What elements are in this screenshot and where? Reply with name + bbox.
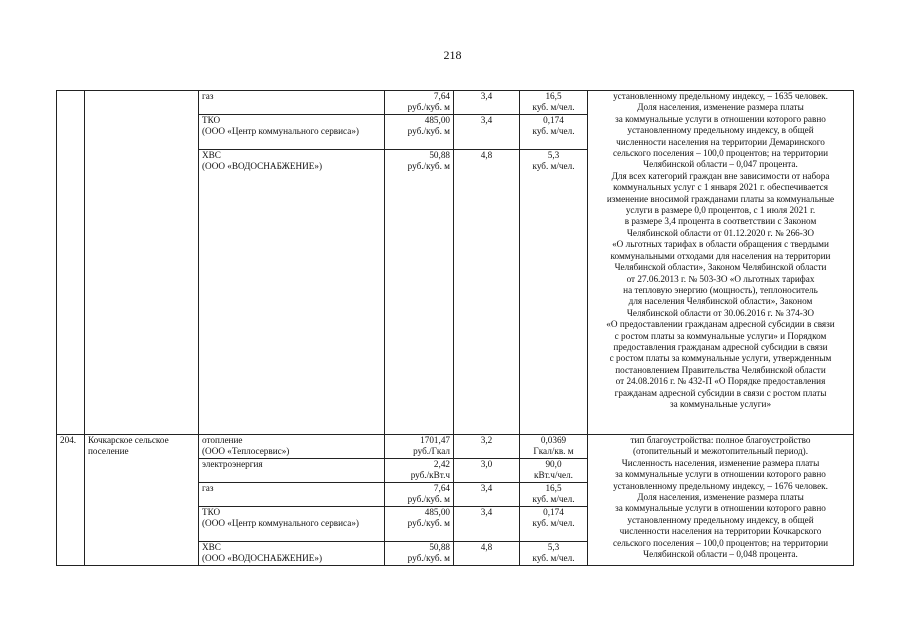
- row-number-cell: 204.: [57, 435, 85, 566]
- norm-cell: 16,5 куб. м/чел.: [520, 483, 588, 507]
- index-cell: 3,2: [454, 435, 520, 459]
- tariff-cell: 50,88 руб./куб. м: [385, 542, 454, 566]
- index-cell: 3,4: [454, 91, 520, 115]
- norm-cell: 0,174 куб. м/чел.: [520, 507, 588, 542]
- index-cell: 4,8: [454, 542, 520, 566]
- index-cell: 3,4: [454, 507, 520, 542]
- settlement-name-cell: [85, 91, 199, 435]
- service-name: электроэнергия: [199, 459, 385, 483]
- page-number: 218: [443, 48, 462, 62]
- table-row: [57, 435, 854, 459]
- norm-cell: 5,3 куб. м/чел.: [520, 150, 588, 435]
- index-cell: 3,4: [454, 483, 520, 507]
- table-row: [57, 91, 854, 115]
- tariff-cell: 485,00 руб./куб. м: [385, 507, 454, 542]
- tariff-table: [56, 90, 854, 566]
- description-cell: тип благоустройства: полное благоустройство (отопительный и межотопительный период). Численность населения, изменение размера платы за коммунальные услуги в отношении которого равно установленному предельному индексу, – 1676 человек. Доля населения, изменение размера платы за коммунальные услуги в отношении которого равно установленному предельному индексу, в общей численности населения на территории Кочкарского сельского поселения – 100,0 процентов; на территории Челябинской области – 0,048 процента.: [588, 435, 854, 566]
- norm-cell: 90,0 кВт.ч/чел.: [520, 459, 588, 483]
- index-cell: 3,4: [454, 115, 520, 150]
- tariff-cell: 1701,47 руб./Гкал: [385, 435, 454, 459]
- index-cell: 4,8: [454, 150, 520, 435]
- tariff-cell: 2,42 руб./кВт.ч: [385, 459, 454, 483]
- description-cell: установленному предельному индексу, – 1635 человек. Доля населения, изменение размера платы за коммунальные услуги в отношении которого равно установленному предельному индексу, в общей численности населения на территории Демаринского сельского поселения – 100,0 процентов; на территории Челябинской области – 0,047 процента. Для всех категорий граждан вне зависимости от набора коммунальных услуг с 1 января 2021 г. обеспечивается изменение вносимой гражданами платы за коммунальные услуги в размере 0,0 процентов, с 1 июля 2021 г. в размере 3,4 процента в соответствии с Законом Челябинской области от 01.12.2020 г. № 266-ЗО «О льготных тарифах в области обращения с твердыми коммунальными отходами для населения на территории Челябинской области», Законом Челябинской области от 27.06.2013 г. № 503-ЗО «О льготных тарифах на тепловую энергию (мощность), теплоноситель для населения Челябинской области», Законом Челябинской области от 30.06.2016 г. № 374-ЗО «О предоставлении гражданам адресной субсидии в связи с ростом платы за коммунальные услуги» и Порядком предоставления гражданам адресной субсидии в связи с ростом платы за коммунальные услуги, утвержденным постановлением Правительства Челябинской области от 24.08.2016 г. № 432-П «О Порядке предоставления гражданам адресной субсидии в связи с ростом платы за коммунальные услуги»: [588, 91, 854, 435]
- service-name: ТКО (ООО «Центр коммунального сервиса»): [199, 115, 385, 150]
- norm-cell: 5,3 куб. м/чел.: [520, 542, 588, 566]
- service-name: газ: [199, 91, 385, 115]
- tariff-cell: 7,64 руб./куб. м: [385, 91, 454, 115]
- service-name: ТКО (ООО «Центр коммунального сервиса»): [199, 507, 385, 542]
- settlement-name-cell: Кочкарское сельское поселение: [85, 435, 199, 566]
- service-name: отопление (ООО «Теплосервис»): [199, 435, 385, 459]
- norm-cell: 0,174 куб. м/чел.: [520, 115, 588, 150]
- service-name: газ: [199, 483, 385, 507]
- tariff-cell: 485,00 руб./куб. м: [385, 115, 454, 150]
- service-name: ХВС (ООО «ВОДОСНАБЖЕНИЕ»): [199, 542, 385, 566]
- tariff-cell: 7,64 руб./куб. м: [385, 483, 454, 507]
- norm-cell: 0,0369 Гкал/кв. м: [520, 435, 588, 459]
- norm-cell: 16,5 куб. м/чел.: [520, 91, 588, 115]
- index-cell: 3,0: [454, 459, 520, 483]
- tariff-cell: 50,88 руб./куб. м: [385, 150, 454, 435]
- row-number-cell: [57, 91, 85, 435]
- service-name: ХВС (ООО «ВОДОСНАБЖЕНИЕ»): [199, 150, 385, 435]
